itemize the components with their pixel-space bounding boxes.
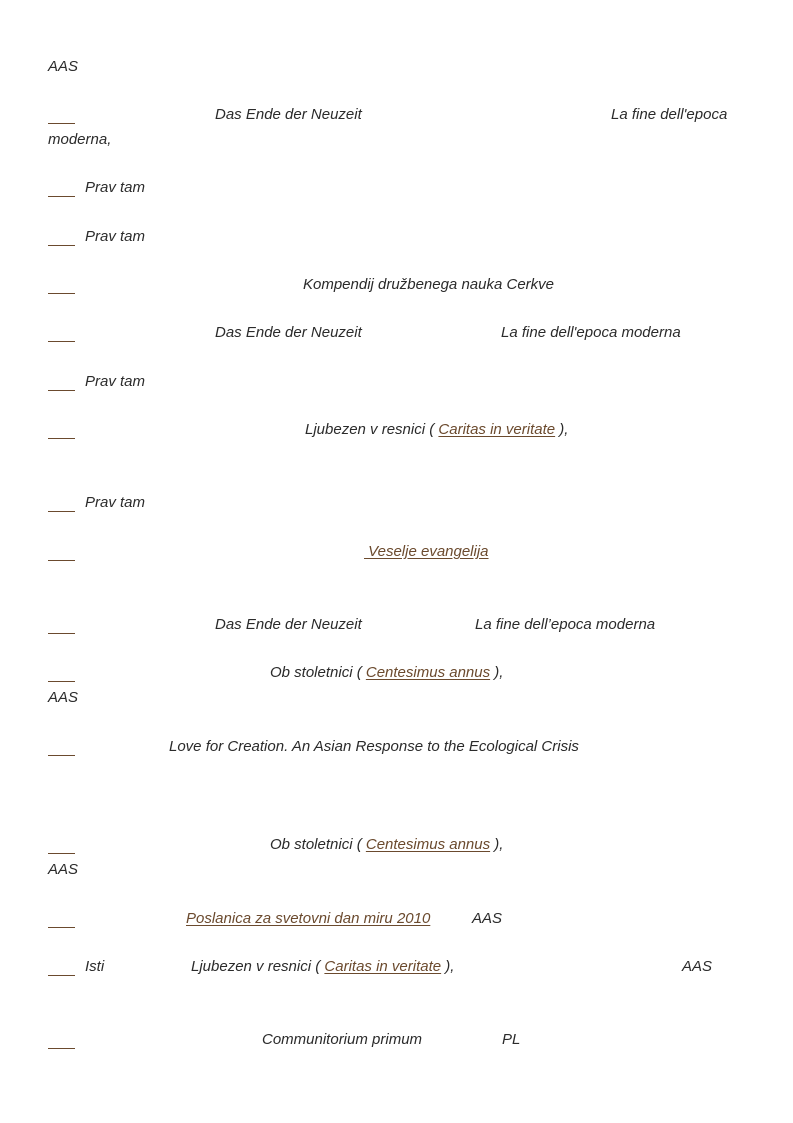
work-title-translation: La fine dell'epoca moderna — [501, 324, 681, 341]
citation-prefix: Ob stoletnici ( — [270, 664, 366, 681]
caritas-in-veritate-link[interactable]: Caritas in veritate — [324, 958, 442, 975]
centesimus-annus-link[interactable]: Centesimus annus — [365, 836, 491, 853]
footnote-marker — [48, 390, 75, 391]
footnote-marker — [48, 1048, 75, 1049]
work-title: Das Ende der Neuzeit — [215, 106, 362, 123]
citation-suffix: ), — [490, 836, 504, 853]
work-title: Communitorium primum — [262, 1031, 423, 1048]
aas-label: AAS — [472, 910, 503, 927]
footnote-marker — [48, 123, 75, 124]
work-title-translation: La fine dell'epoca — [611, 106, 728, 123]
work-title: Das Ende der Neuzeit — [215, 324, 362, 341]
footnote-marker — [48, 341, 75, 342]
citation-prefix: Ob stoletnici ( — [270, 836, 366, 853]
citation-suffix: ), — [555, 421, 569, 438]
citation — [305, 421, 568, 439]
footnote-marker — [48, 245, 75, 246]
aas-label: AAS — [48, 58, 79, 75]
work-title: Das Ende der Neuzeit — [215, 616, 362, 633]
aas-label: AAS — [48, 861, 79, 878]
footnote-marker — [48, 438, 75, 439]
citation — [270, 836, 503, 854]
citation — [364, 543, 489, 561]
citation-suffix: ), — [441, 958, 455, 975]
pl-label: PL — [502, 1031, 521, 1048]
citation-prefix: Ljubezen v resnici ( — [191, 958, 325, 975]
footnote-marker — [48, 196, 75, 197]
footnote-marker — [48, 560, 75, 561]
footnote-marker — [48, 681, 75, 682]
ibid-text: Prav tam — [85, 494, 146, 511]
work-title: Kompendij družbenega nauka Cerkve — [303, 276, 554, 293]
poslanica-svetovni-dan-miru-link[interactable]: Poslanica za svetovni dan miru 2010 — [186, 910, 431, 927]
centesimus-annus-link[interactable]: Centesimus annus — [365, 664, 491, 681]
ibid-text: Prav tam — [85, 179, 146, 196]
footnote-marker — [48, 633, 75, 634]
author-isti: Isti — [85, 958, 105, 975]
aas-label: AAS — [48, 689, 79, 706]
footnote-marker — [48, 853, 75, 854]
caritas-in-veritate-link[interactable]: Caritas in veritate — [438, 421, 556, 438]
citation — [191, 958, 454, 976]
footnote-marker — [48, 927, 75, 928]
citation-prefix: Ljubezen v resnici ( — [305, 421, 439, 438]
work-title-translation: La fine dell’epoca moderna — [475, 616, 656, 633]
ibid-text: Prav tam — [85, 373, 146, 390]
citation — [186, 910, 430, 928]
work-title: Love for Creation. An Asian Response to the Ecological Crisis — [169, 738, 579, 755]
aas-label: AAS — [682, 958, 713, 975]
footnote-marker — [48, 293, 75, 294]
veselje-evangelija-link[interactable]: Veselje evangelija — [364, 543, 489, 560]
citation — [270, 664, 503, 682]
work-title-continuation: moderna, — [48, 131, 112, 148]
citation-suffix: ), — [490, 664, 504, 681]
footnote-marker — [48, 511, 75, 512]
ibid-text: Prav tam — [85, 228, 146, 245]
footnote-marker — [48, 755, 75, 756]
footnote-marker — [48, 975, 75, 976]
